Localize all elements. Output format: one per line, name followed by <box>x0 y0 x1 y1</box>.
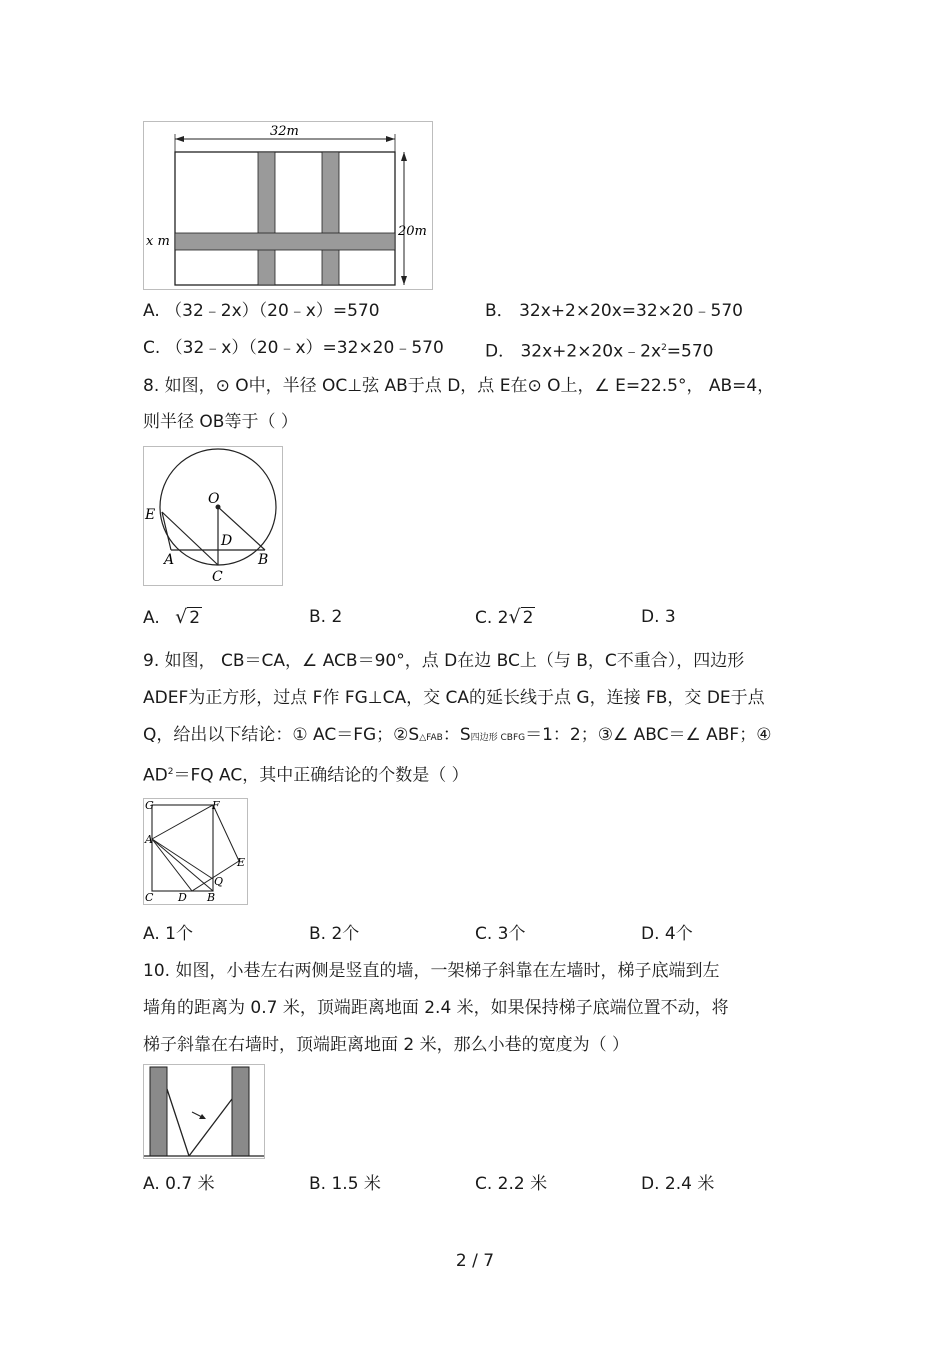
q9-stem-line4-sup: 2 <box>167 767 174 777</box>
q8-option-a-sqrt: √ 2 <box>175 606 201 628</box>
q7-option-c[interactable]: C. （32﹣x）（20﹣x）=32×20﹣570 <box>143 338 444 358</box>
q8-label-o: O <box>208 491 220 507</box>
q8-option-b[interactable]: B. 2 <box>309 607 343 627</box>
q9-figure <box>143 798 248 905</box>
q9-label-e: E <box>237 856 246 869</box>
q9-square-diagram <box>144 799 247 904</box>
q8-option-c[interactable] <box>475 606 535 629</box>
q9-stem-line3-a: Q，给出以下结论：① AC＝FG；②S <box>143 725 420 745</box>
q8-option-c-radicand: 2 <box>522 608 534 628</box>
q10-alley-diagram <box>144 1065 264 1158</box>
q8-label-e: E <box>145 507 156 523</box>
q7-left-label: x m <box>146 234 170 249</box>
q9-label-d: D <box>178 891 187 904</box>
q9-stem-line3-sub1: △FAB <box>419 733 443 743</box>
q10-option-c[interactable]: C. 2.2 米 <box>475 1174 548 1194</box>
q9-stem-line3-b: ：S <box>442 725 471 745</box>
q9-stem-line3-sub2: 四边形 CBFG <box>470 733 526 743</box>
q7-option-d-text: D． 32x+2×20x﹣2x <box>485 341 662 362</box>
q8-option-a-radicand: 2 <box>189 608 201 628</box>
q9-stem-line3-c: ＝1：2；③∠ ABC＝∠ ABF；④ <box>525 725 772 745</box>
q8-stem-line2: 则半径 OB等于（ ） <box>143 412 298 432</box>
q7-option-b[interactable]: B． 32x+2×20x=32×20﹣570 <box>485 301 743 321</box>
q10-option-b[interactable]: B. 1.5 米 <box>309 1174 381 1194</box>
q9-option-d[interactable]: D. 4个 <box>641 924 693 944</box>
q9-label-q: Q <box>214 875 224 888</box>
q10-figure <box>143 1064 265 1159</box>
q7-right-label: 20m <box>398 224 427 239</box>
page-number: 2 / 7 <box>455 1251 495 1271</box>
q8-label-c: C <box>212 569 223 585</box>
q10-option-d[interactable]: D. 2.4 米 <box>641 1174 715 1194</box>
q9-stem-line4-b: ＝FQ AC，其中正确结论的个数是（ ） <box>173 765 469 786</box>
q9-label-g: G <box>145 799 154 812</box>
q8-figure <box>143 446 283 586</box>
q8-option-d[interactable]: D. 3 <box>641 607 676 627</box>
q9-option-b[interactable]: B. 2个 <box>309 924 360 944</box>
q9-label-f: F <box>212 799 220 812</box>
q9-label-c: C <box>145 891 154 904</box>
q7-figure <box>143 121 433 290</box>
q9-option-c[interactable]: C. 3个 <box>475 924 526 944</box>
q7-top-label: 32m <box>270 124 299 139</box>
q7-option-d[interactable] <box>485 337 714 363</box>
q10-stem-line3: 梯子斜靠在右墙时，顶端距离地面 2 米，那么小巷的宽度为（ ） <box>143 1035 630 1055</box>
q7-field-diagram <box>144 122 432 289</box>
q9-stem-line4-a: AD <box>143 765 168 786</box>
q8-label-d: D <box>221 533 233 549</box>
q9-stem-line1: 9. 如图， CB＝CA，∠ ACB＝90°，点 D在边 BC上（与 B，C不重合），四边形 <box>143 651 745 671</box>
q10-option-a[interactable]: A. 0.7 米 <box>143 1174 215 1194</box>
q9-label-b: B <box>207 891 216 904</box>
q8-circle-diagram <box>144 447 282 585</box>
q9-option-a[interactable]: A. 1个 <box>143 924 193 944</box>
q8-option-a[interactable] <box>143 606 202 629</box>
q8-option-c-prefix: C. 2 <box>475 608 509 628</box>
q9-stem-line4 <box>143 761 469 787</box>
q9-label-a: A <box>145 833 153 846</box>
q8-label-a: A <box>164 552 175 568</box>
q8-option-c-sqrt: √ 2 <box>508 606 534 628</box>
q7-option-d-tail: =570 <box>666 341 714 362</box>
q10-stem-line2: 墙角的距离为 0.7 米，顶端距离地面 2.4 米，如果保持梯子底端位置不动，将 <box>143 998 729 1018</box>
q8-stem-line1: 8. 如图，⊙ O中，半径 OC⊥弦 AB于点 D，点 E在⊙ O上，∠ E=22.5°， AB=4， <box>143 376 775 396</box>
q7-option-a[interactable]: A. （32﹣2x）（20﹣x）=570 <box>143 301 380 321</box>
q7-option-d-sup: 2 <box>661 343 667 353</box>
q8-label-b: B <box>258 552 269 568</box>
q9-stem-line2: ADEF为正方形，过点 F作 FG⊥CA，交 CA的延长线于点 G，连接 FB，交 DE于点 <box>143 688 765 708</box>
q8-option-a-prefix: A. <box>143 608 160 628</box>
q10-stem-line1: 10. 如图，小巷左右两侧是竖直的墙，一架梯子斜靠在左墙时，梯子底端到左 <box>143 961 720 981</box>
q9-stem-line3 <box>143 724 771 749</box>
